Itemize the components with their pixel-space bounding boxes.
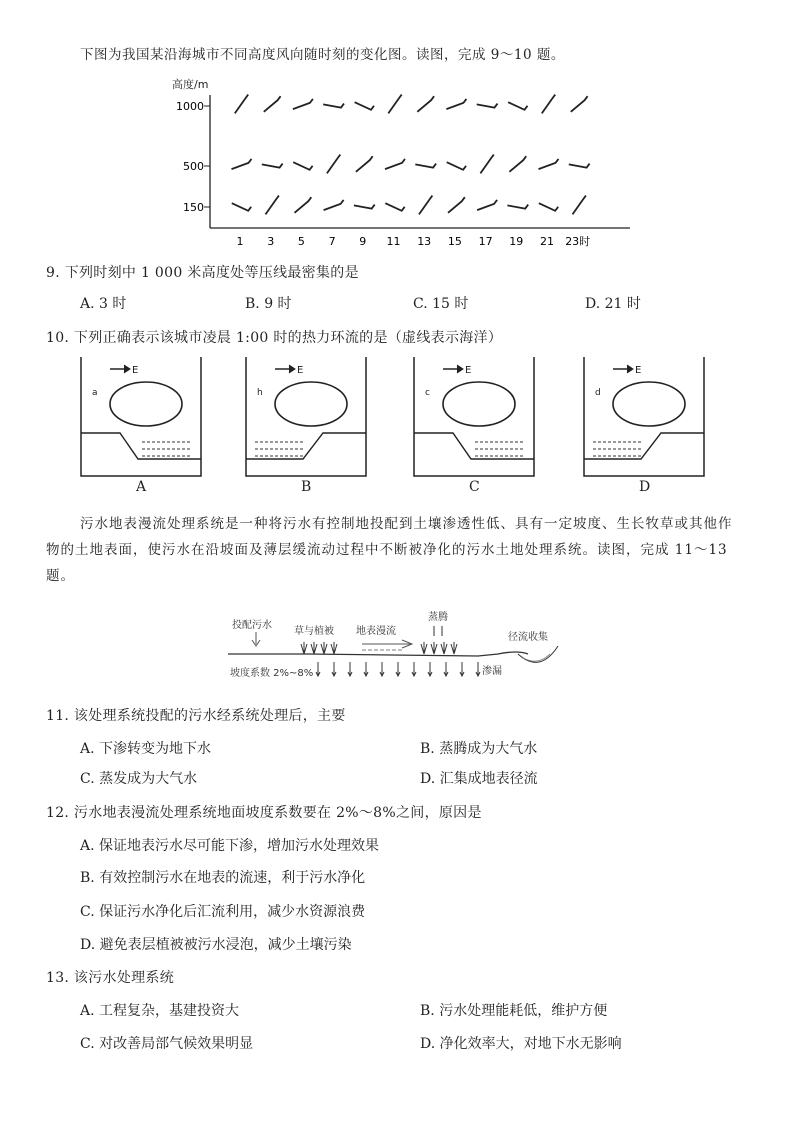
wind-barb [509, 156, 526, 172]
land-profile [81, 433, 201, 459]
overland-flow-arrow-icon [362, 640, 412, 648]
collection-pond [518, 646, 558, 662]
wind-barb [262, 164, 283, 168]
label-seepage: 渗漏 [482, 666, 502, 677]
wind-barb [324, 200, 344, 210]
wind-barb [385, 203, 404, 211]
wind-chart [160, 70, 640, 255]
arrow-label: E [297, 365, 304, 376]
panel-tag: c [425, 388, 430, 398]
evap-arrow-icon [434, 626, 442, 636]
x-tick-label: 5 [297, 235, 305, 248]
panel-caption-a: A [136, 479, 147, 495]
q11-option-d[interactable]: D. 汇集成地表径流 [420, 771, 538, 787]
q9-stem: 9. 下列时刻中 1 000 米高度处等压线最密集的是 [46, 265, 359, 281]
wind-barb [571, 96, 588, 112]
seepage-arrow-icon [444, 662, 448, 676]
land-profile [414, 433, 534, 459]
circulation-panel-d [583, 357, 705, 483]
wind-barb [232, 203, 251, 211]
q11-stem: 11. 该处理系统投配的污水经系统处理后，主要 [46, 708, 346, 724]
y-axis-title: 高度/m [172, 78, 209, 91]
label-slope: 坡度系数 2%~8% [230, 668, 314, 679]
q13-stem: 13. 该污水处理系统 [46, 970, 175, 986]
wind-barb [569, 164, 590, 168]
arrow-label: E [635, 365, 642, 376]
wind-barb [264, 96, 281, 112]
intro-11-13: 污水地表漫流处理系统是一种将污水有控制地投配到土壤渗透性低、具有一定坡度、生长牧草或其他作物的土地表面，使污水在沿坡面及薄层缓流动过程中不断被净化的污水土地处理系统。读图，完成 11～13 题。 [46, 516, 733, 584]
q13-option-a[interactable]: A. 工程复杂，基建投资大 [80, 1003, 240, 1019]
wind-barbs [232, 95, 590, 215]
wind-barb [507, 205, 528, 209]
q12-stem: 12. 污水地表漫流处理系统地面坡度系数要在 2%～8%之间，原因是 [46, 805, 482, 821]
wind-barb [323, 104, 344, 108]
x-tick-label: 17 [478, 235, 493, 248]
q13-option-d[interactable]: D. 净化效率大，对地下水无影响 [420, 1036, 622, 1052]
seepage-arrow-icon [332, 662, 336, 676]
x-tick-label: 3 [267, 235, 275, 248]
x-tick-label: 11 [386, 235, 401, 248]
ground-line [228, 652, 528, 656]
circulation-loop [613, 382, 685, 426]
wind-barb [508, 102, 527, 110]
wind-barb [539, 159, 559, 169]
wind-barb [293, 99, 313, 109]
arrow-label: E [465, 365, 472, 376]
inflow-arrow-icon [252, 632, 260, 646]
x-tick-label: 1 [236, 235, 244, 248]
seepage-arrow-icon [316, 662, 320, 676]
panel-frame [246, 357, 366, 476]
wind-barb [419, 196, 432, 215]
x-tick-label: 21 [540, 235, 554, 248]
panel-tag: d [595, 388, 601, 398]
wind-barb [293, 162, 312, 170]
x-ticks [237, 234, 591, 248]
circulation-panel-b [245, 357, 367, 483]
wind-barb [480, 155, 493, 174]
circulation-panel-c [413, 357, 535, 483]
q12-option-b[interactable]: B. 有效控制污水在地表的流速，利于污水净化 [80, 870, 366, 886]
x-tick-label: 19 [509, 235, 524, 248]
y-tick-label: 500 [183, 160, 204, 173]
seepage-arrows [316, 662, 480, 676]
label-overland: 地表漫流 [356, 626, 396, 637]
circulation-loop [275, 382, 347, 426]
x-tick-label: 7 [328, 235, 336, 248]
process-diagram [228, 610, 568, 685]
land-profile [246, 433, 366, 459]
circulation-loop [443, 382, 515, 426]
wind-barb [355, 102, 374, 110]
label-inflow: 投配污水 [232, 620, 272, 631]
x-tick-label: 15 [447, 235, 462, 248]
q13-option-c[interactable]: C. 对改善局部气候效果明显 [80, 1036, 254, 1052]
wind-barb [447, 162, 466, 170]
wind-barb [388, 95, 401, 114]
seepage-arrow-icon [428, 662, 432, 676]
label-evap: 蒸腾 [428, 612, 448, 623]
panel-caption-c: C [469, 479, 481, 495]
wind-barb [354, 205, 375, 209]
wind-barb [232, 159, 252, 169]
panel-caption-d: D [639, 479, 651, 495]
x-tick-label: 9 [359, 235, 367, 248]
wind-barb [385, 159, 405, 169]
q10-stem: 10. 下列正确表示该城市凌晨 1:00 时的热力环流的是（虚线表示海洋） [46, 330, 503, 346]
q12-option-a[interactable]: A. 保证地表污水尽可能下渗，增加污水处理效果 [80, 838, 380, 854]
circulation-loop [110, 382, 182, 426]
q11-option-b[interactable]: B. 蒸腾成为大气水 [420, 741, 538, 757]
y-ticks [176, 100, 210, 214]
arrow-label: E [132, 365, 139, 376]
q12-option-d[interactable]: D. 避免表层植被被污水浸泡，减少土壤污染 [80, 937, 352, 953]
wind-barb [477, 104, 498, 108]
panel-frame [414, 357, 534, 476]
seepage-arrow-icon [460, 662, 464, 676]
wind-barb [295, 197, 312, 213]
x-tick-label: 13 [417, 235, 432, 248]
wind-barb [356, 156, 373, 172]
seepage-arrow-icon [412, 662, 416, 676]
panel-tag: a [92, 388, 98, 398]
panel-frame [584, 357, 704, 476]
intro-9-10: 下图为我国某沿海城市不同高度风向随时刻的变化图。读图，完成 9～10 题。 [80, 47, 565, 63]
wind-barb [477, 200, 497, 210]
q11-option-a[interactable]: A. 下渗转变为地下水 [80, 741, 212, 757]
wind-barb [448, 197, 465, 213]
q9-option-d[interactable]: D. 21 时 [585, 296, 641, 312]
seepage-arrow-icon [348, 662, 352, 676]
wind-barb [573, 196, 586, 215]
y-tick-label: 150 [183, 201, 204, 214]
panel-frame [81, 357, 201, 476]
panel-tag: h [257, 388, 263, 398]
q13-option-b[interactable]: B. 污水处理能耗低，维护方便 [420, 1003, 608, 1019]
circulation-panel-a [80, 357, 202, 483]
seepage-arrow-icon [476, 662, 480, 676]
label-collect: 径流收集 [508, 632, 548, 643]
y-tick-label: 1000 [176, 100, 204, 113]
q9-option-c[interactable]: C. 15 时 [413, 296, 469, 312]
seepage-arrow-icon [380, 662, 384, 676]
land-profile [584, 433, 704, 459]
seepage-arrow-icon [396, 662, 400, 676]
wind-barb [235, 95, 248, 114]
wind-barb [327, 155, 340, 174]
wind-barb [446, 99, 466, 109]
wind-barb [415, 164, 436, 168]
seepage-arrow-icon [364, 662, 368, 676]
label-vegetation: 草与植被 [294, 626, 334, 637]
q9-option-b[interactable]: B. 9 时 [245, 296, 292, 312]
panel-caption-b: B [301, 479, 312, 495]
q9-option-a[interactable]: A. 3 时 [80, 296, 127, 312]
wind-barb [266, 196, 279, 215]
q11-option-c[interactable]: C. 蒸发成为大气水 [80, 771, 198, 787]
wind-barb [539, 203, 558, 211]
q12-option-c[interactable]: C. 保证污水净化后汇流利用，减少水资源浪费 [80, 904, 366, 920]
x-tick-label: 23时 [565, 235, 591, 248]
wind-barb [542, 95, 555, 114]
wind-barb [417, 96, 434, 112]
